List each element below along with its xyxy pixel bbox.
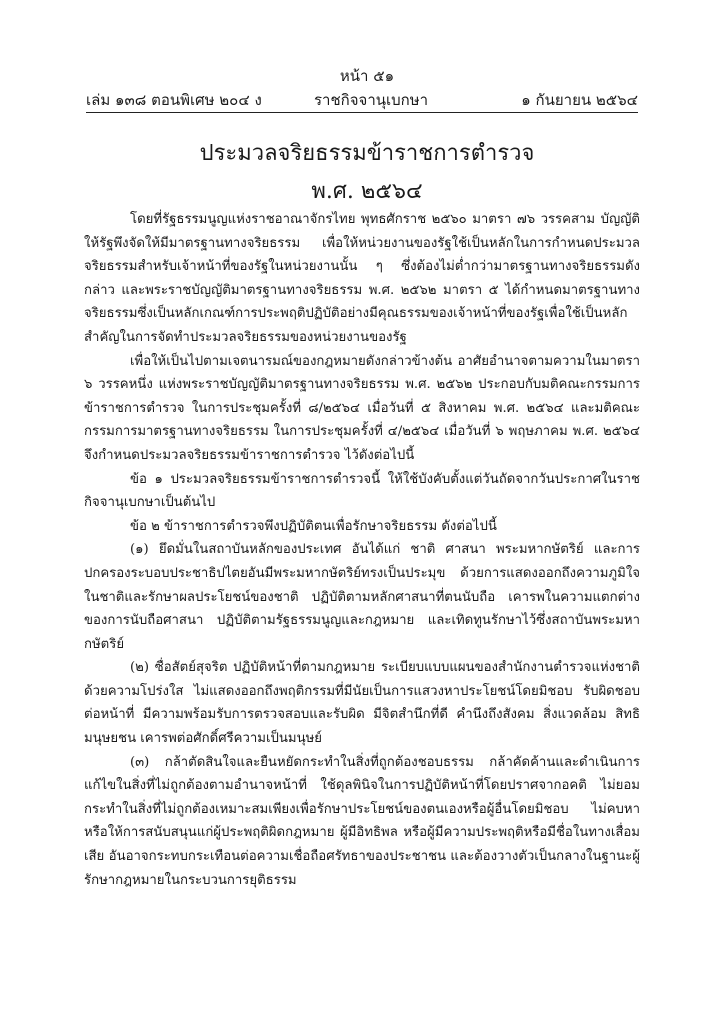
- clause-2: ข้อ ๒ ข้าราชการตำรวจพึงปฏิบัติตนเพื่อรักษาจริยธรรม ดังต่อไปนี้: [130, 518, 497, 534]
- preamble-paragraph: โดยที่รัฐธรรมนูญแห่งราชอาณาจักรไทย พุทธศักราช ๒๕๖๐ มาตรา ๗๖ วรรคสาม บัญญัติให้รัฐพึงจัดให้มีมาตรฐานทางจริยธรรม เพื่อให้หน่วยงานของรัฐใช้เป็นหลักในการกำหนดประมวลจริยธรรมสำหรับเจ้าหน้าที่ของรัฐในหน่วยงานนั้น ๆ ซึ่งต้องไม่ต่ำกว่ามาตรฐานทางจริยธรรมดังกล่าว และพระราชบัญญัติมาตรฐานทางจริยธรรม พ.ศ. ๒๕๖๒ มาตรา ๕ ได้กำหนดมาตรฐานทางจริยธรรมซึ่งเป็นหลักเกณฑ์การประพฤติปฏิบัติอย่างมีคุณธรรมของเจ้าหน้าที่ของรัฐเพื่อใช้เป็นหลักสำคัญในการจัดทำประมวลจริยธรรมของหน่วยงานของรัฐ: [84, 212, 640, 345]
- authority-paragraph: เพื่อให้เป็นไปตามเจตนารมณ์ของกฎหมายดังกล่าวข้างต้น อาศัยอำนาจตามความในมาตรา ๖ วรรคหนึ่ง แห่งพระราชบัญญัติมาตรฐานทางจริยธรรม พ.ศ. ๒๕๖๒ ประกอบกับมติคณะกรรมการข้าราชการตำรวจ ในการประชุมครั้งที่ ๘/๒๕๖๔ เมื่อวันที่ ๕ สิงหาคม พ.ศ. ๒๕๖๔ และมติคณะกรรมการมาตรฐานทางจริยธรรม ในการประชุมครั้งที่ ๔/๒๕๖๔ เมื่อวันที่ ๖ พฤษภาคม พ.ศ. ๒๕๖๔ จึงกำหนดประมวลจริยธรรมข้าราชการตำรวจ ไว้ดังต่อไปนี้: [84, 353, 640, 463]
- clause-1: ข้อ ๑ ประมวลจริยธรรมข้าราชการตำรวจนี้ ให้ใช้บังคับตั้งแต่วันถัดจากวันประกาศในราชกิจจานุเบกษาเป็นต้นไป: [84, 471, 640, 511]
- gazette-header: [86, 88, 638, 110]
- document-body: [84, 208, 640, 892]
- publication-name: ราชกิจจานุเบกษา: [314, 91, 429, 109]
- clause-2-item-3: (๓) กล้าตัดสินใจและยืนหยัดกระทำในสิ่งที่ถูกต้องชอบธรรม กล้าคัดค้านและดำเนินการแก้ไขในสิ่งที่ไม่ถูกต้องตามอำนาจหน้าที่ ใช้ดุลพินิจในการปฏิบัติหน้าที่โดยปราศจากอคติ ไม่ยอมกระทำในสิ่งที่ไม่ถูกต้องเหมาะสมเพียงเพื่อรักษาประโยชน์ของตนเองหรือผู้อื่นโดยมิชอบ ไม่คบหาหรือให้การสนับสนุนแก่ผู้ประพฤติผิดกฎหมาย ผู้มีอิทธิพล หรือผู้มีความประพฤติหรือมีชื่อในทางเสื่อมเสีย อันอาจกระทบกระเทือนต่อความเชื่อถือศรัทธาของประชาชน และต้องวางตัวเป็นกลางในฐานะผู้รักษากฎหมายในกระบวนการยุติธรรม: [84, 754, 640, 888]
- publication-date: ๑ กันยายน ๒๕๖๔: [521, 91, 638, 109]
- document-year: พ.ศ. ๒๕๖๔: [311, 179, 423, 204]
- header-divider: [86, 112, 638, 113]
- clause-2-item-1: (๑) ยึดมั่นในสถาบันหลักของประเทศ อันได้แก่ ชาติ ศาสนา พระมหากษัตริย์ และการปกครองระบอบประชาธิปไตยอันมีพระมหากษัตริย์ทรงเป็นประมุข ด้วยการแสดงออกถึงความภูมิใจในชาติและรักษาผลประโยชน์ของชาติ ปฏิบัติตามหลักศาสนาที่ตนนับถือ เคารพในความแตกต่างของการนับถือศาสนา ปฏิบัติตามรัฐธรรมนูญและกฎหมาย และเทิดทูนรักษาไว้ซึ่งสถาบันพระมหากษัตริย์: [84, 542, 640, 652]
- clause-2-item-2: (๒) ซื่อสัตย์สุจริต ปฏิบัติหน้าที่ตามกฎหมาย ระเบียบแบบแผนของสำนักงานตำรวจแห่งชาติด้วยความโปร่งใส ไม่แสดงออกถึงพฤติกรรมที่มีนัยเป็นการแสวงหาประโยชน์โดยมิชอบ รับผิดชอบต่อหน้าที่ มีความพร้อมรับการตรวจสอบและรับผิด มีจิตสำนึกที่ดี คำนึงถึงสังคม สิ่งแวดล้อม สิทธิมนุษยชน เคารพต่อศักดิ์ศรีความเป็นมนุษย์: [84, 660, 640, 747]
- document-title: ประมวลจริยธรรมข้าราชการตำรวจ: [199, 141, 535, 166]
- volume-issue: เล่ม ๑๓๘ ตอนพิเศษ ๒๐๔ ง: [86, 91, 262, 109]
- page-number: หน้า ๕๑: [339, 67, 395, 85]
